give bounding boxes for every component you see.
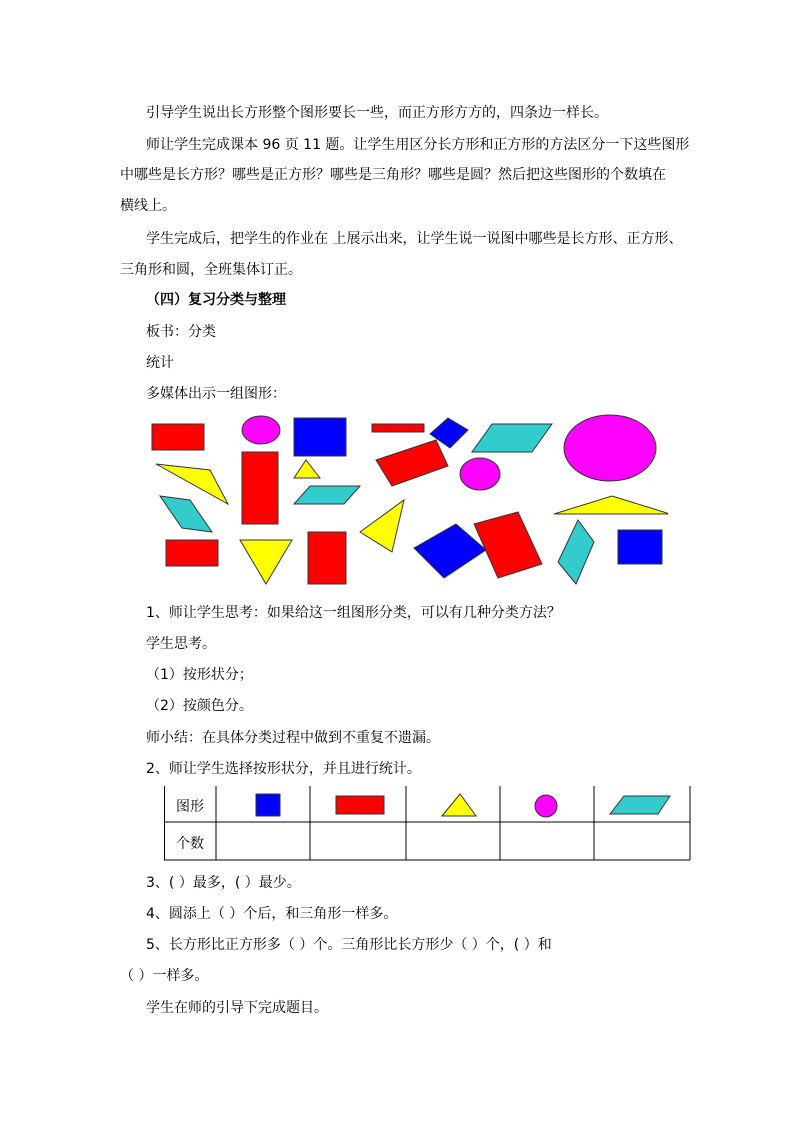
blue-square-1 (294, 418, 346, 456)
paragraph-2-line-2: 中哪些是长方形？哪些是正方形？哪些是三角形？哪些是圆？然后把这些图形的个数填在 (120, 167, 666, 183)
closing-line: 学生在师的引导下完成题目。 (146, 1000, 328, 1016)
magenta-circle-icon (535, 795, 557, 817)
teal-diamond (558, 520, 594, 584)
magenta-circle-large (564, 415, 656, 481)
yellow-triangle-down (240, 540, 292, 584)
count-table (164, 786, 694, 862)
red-rectangle-rotated-2 (474, 512, 542, 578)
question-5-line-1: 5、长方形比正方形多（ ）个。三角形比长方形少（ ）个，( ）和 (146, 937, 552, 953)
red-rectangle-tall (242, 452, 278, 524)
question-3: 3、( ）最多，( ）最少。 (146, 875, 301, 891)
question-2: 2、师让学生选择按形状分，并且进行统计。 (146, 761, 421, 777)
teal-parallelogram-rotated (160, 496, 212, 532)
board-label: 板书：分类 (146, 324, 216, 340)
teal-parallelogram-small (294, 486, 360, 504)
paragraph-2-line-3: 横线上。 (120, 198, 176, 214)
blue-diamond-large (414, 524, 486, 578)
teal-parallelogram-icon (610, 796, 670, 814)
question-5-line-2: （ ）一样多。 (120, 968, 209, 984)
yellow-triangle-small (294, 460, 320, 478)
paragraph-3-line-1: 学生完成后，把学生的作业在 上展示出来，让学生说一说图中哪些是长方形、正方形、 (146, 231, 683, 247)
yellow-triangle-icon (442, 794, 476, 816)
stats-label: 统计 (146, 355, 174, 371)
blue-square-icon (256, 794, 280, 816)
student-think: 学生思考。 (146, 636, 216, 652)
red-rectangle-1 (152, 424, 204, 450)
blue-square-2 (618, 530, 662, 564)
yellow-triangle-2 (360, 500, 404, 552)
magenta-circle-1 (242, 416, 280, 444)
shapes-figure (148, 408, 668, 586)
question-4: 4、圆添上（ ）个后，和三角形一样多。 (146, 906, 398, 922)
row-label-shape: 图形 (176, 799, 204, 815)
yellow-triangle-wide (554, 496, 668, 514)
teal-parallelogram-1 (472, 424, 552, 452)
red-rectangle-2 (166, 540, 218, 566)
teacher-summary: 师小结：在具体分类过程中做到不重复不遗漏。 (146, 730, 440, 746)
row-label-count: 个数 (176, 836, 204, 852)
magenta-circle-2 (460, 458, 500, 490)
red-rectangle-thin (372, 424, 424, 432)
option-2: （2）按颜色分。 (146, 698, 253, 714)
paragraph-2-line-1: 师让学生完成课本 96 页 11 题。让学生用区分长方形和正方形的方法区分一下这些图形 (146, 137, 690, 153)
paragraph-3-line-2: 三角形和圆，全班集体订正。 (120, 262, 302, 278)
section-heading: （四）复习分类与整理 (146, 292, 286, 308)
question-1: 1、师让学生思考：如果给这一组图形分类，可以有几种分类方法？ (146, 605, 561, 621)
paragraph-1: 引导学生说出长方形整个图形要长一些，而正方形方方的，四条边一样长。 (146, 105, 608, 121)
red-rectangle-3 (308, 532, 346, 584)
multimedia-line: 多媒体出示一组图形： (146, 386, 286, 402)
red-rectangle-icon (336, 796, 384, 814)
option-1: （1）按形状分； (146, 667, 253, 683)
red-rectangle-rotated (376, 440, 448, 486)
